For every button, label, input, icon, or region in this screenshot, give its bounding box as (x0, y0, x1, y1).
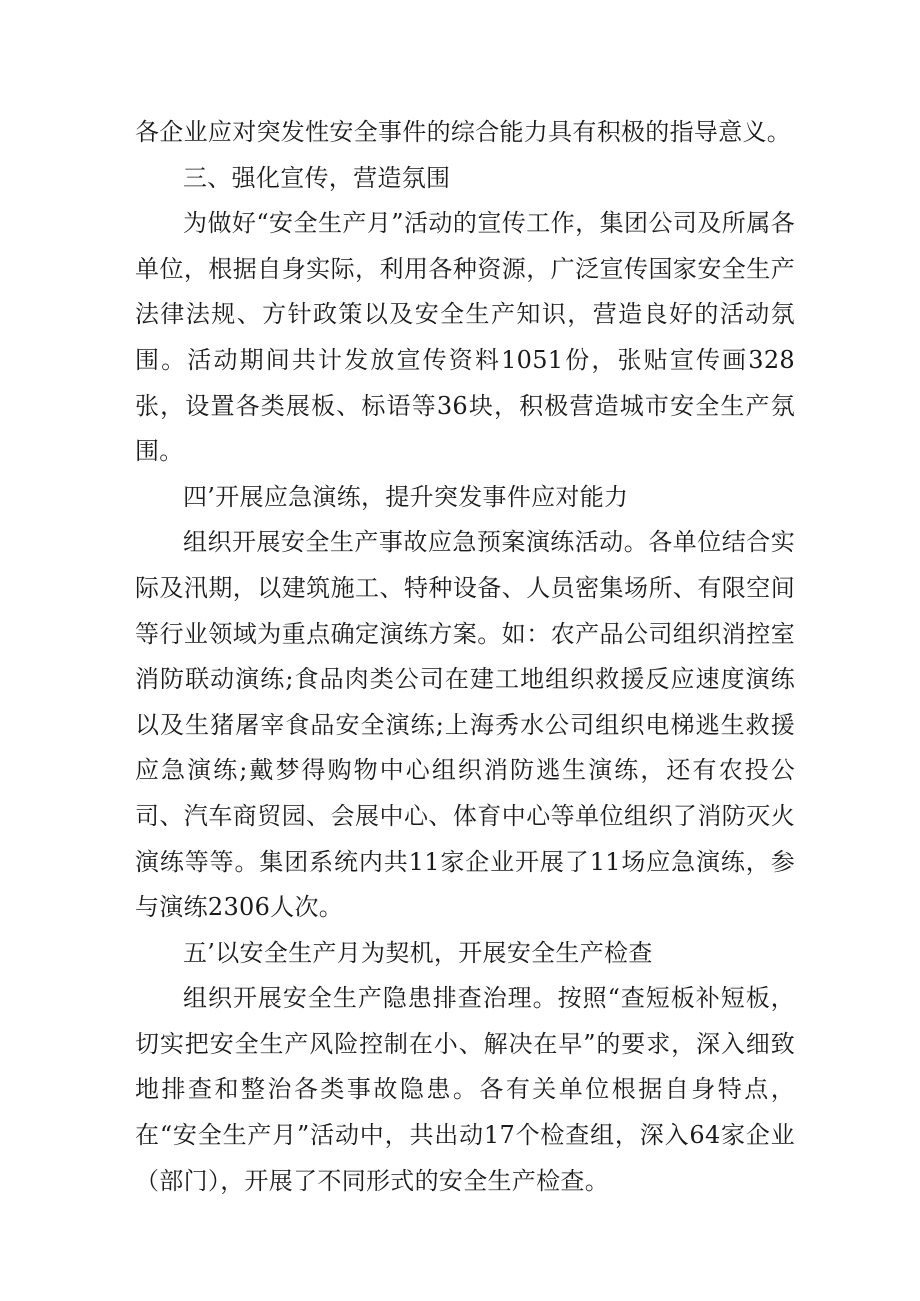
section-heading-4: 四’开展应急演练，提升突发事件应对能力 (183, 482, 629, 511)
document-body (135, 110, 795, 1204)
paragraph-publicity: 为做好“安全生产月”活动的宣传工作，集团公司及所属各单位，根据自身实际，利用各种资源，广泛宣传国家安全生产法律法规、方针政策以及安全生产知识，营造良好的活动氛围。活动期间共计发放宣传资料1051份，张贴宣传画328张，设置各类展板、标语等36块，积极营造城市安全生产氛围。 (135, 209, 795, 466)
paragraph-continuation: 各企业应对突发性安全事件的综合能力具有积极的指导意义。 (135, 118, 792, 146)
paragraph-safety-inspection: 组织开展安全生产隐患排查治理。按照“查短板补短板，切实把安全生产风险控制在小、解决在早”的要求，深入细致地排查和整治各类事故隐患。各有关单位根据自身特点，在“安全生产月”活动中，共出动17个检查组，深入64家企业（部门），开展了不同形式的安全生产检查。 (135, 984, 795, 1195)
section-heading-5: 五’以安全生产月为契机，开展安全生产检查 (183, 938, 653, 967)
section-heading-3: 三、强化宣传，营造氛围 (183, 163, 451, 192)
paragraph-emergency-drills: 组织开展安全生产事故应急预案演练活动。各单位结合实际及汛期，以建筑施工、特种设备、人员密集场所、有限空间等行业领域为重点确定演练方案。如：农产品公司组织消控室消防联动演练;食品肉类公司在建工地组织救援反应速度演练以及生猪屠宰食品安全演练;上海秀水公司组织电梯逃生救援应急演练;戴梦得购物中心组织消防逃生演练，还有农投公司、汽车商贸园、会展中心、体育中心等单位组织了消防灭火演练等等。集团系统内共11家企业开展了11场应急演练，参与演练2306人次。 (135, 528, 795, 922)
